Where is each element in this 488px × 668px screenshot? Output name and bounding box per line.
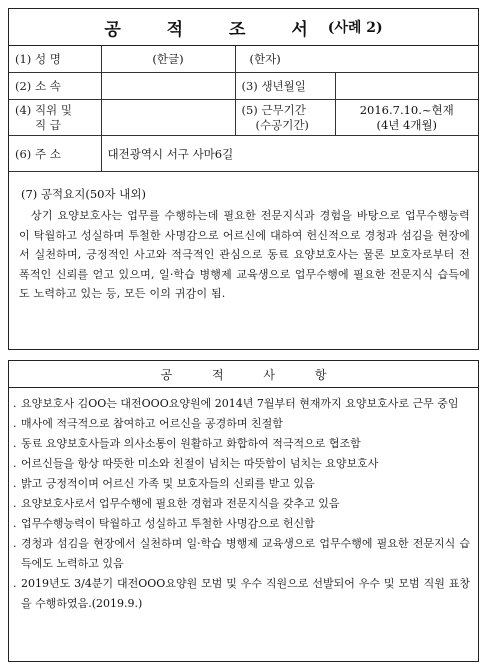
bullet-mark: . (13, 577, 17, 590)
bullet-mark: . (13, 497, 17, 510)
service-period-label-line1: (5) 근무기간 (241, 102, 306, 117)
service-period-label (235, 100, 335, 136)
name-korean-field: (한글) (101, 46, 235, 73)
bullet-mark: . (13, 417, 17, 430)
service-period-value (335, 100, 478, 136)
merit-detail-text: 밝고 긍정적이며 어르신 가족 및 보호자들의 신뢰를 받고 있음 (21, 477, 315, 490)
merit-detail-text: 어르신들을 항상 따뜻한 미소와 친절이 넘치는 따뜻함이 넘치는 요양보호사 (21, 457, 379, 470)
merit-detail-item (13, 434, 470, 454)
service-period-duration: (4년 4개월) (376, 117, 438, 132)
merit-report-form (8, 8, 479, 350)
merit-detail-item (13, 394, 470, 414)
summary-label: (7) 공적요지(50자 내외) (21, 187, 146, 201)
bullet-mark: . (13, 457, 17, 470)
affiliation-row (9, 73, 478, 100)
address-value: 대전광역시 서구 사마6길 (101, 136, 478, 172)
birthdate-value (335, 73, 478, 100)
bullet-mark: . (13, 437, 17, 450)
merit-detail-item (13, 514, 470, 534)
position-value (101, 100, 235, 136)
address-row (9, 136, 478, 172)
birthdate-label: (3) 생년월일 (235, 73, 335, 100)
bullet-mark: . (13, 537, 17, 550)
service-period-dates: 2016.7.10.~현재 (359, 102, 454, 117)
affiliation-value (101, 73, 235, 100)
merit-detail-text: 업무수행능력이 탁월하고 성실하고 투철한 사명감으로 헌신함 (21, 517, 315, 530)
form-title (9, 9, 478, 46)
merit-details-title: 공 적 사 항 (9, 361, 478, 388)
info-table (9, 46, 478, 172)
merit-detail-text: 동료 요양보호사들과 의사소통이 원활하고 화합하여 적극적으로 협조함 (21, 437, 361, 450)
merit-detail-item (13, 574, 470, 614)
merit-detail-text: 매사에 적극적으로 참여하고 어르신을 공경하며 친절함 (21, 417, 283, 430)
name-label: (1) 성 명 (9, 46, 101, 73)
merit-detail-item (13, 474, 470, 494)
merit-detail-item (13, 414, 470, 434)
merit-detail-item (13, 534, 470, 574)
position-label-line1: (4) 직위 및 (15, 102, 72, 117)
bullet-mark: . (13, 477, 17, 490)
merit-detail-text: 요양보호사로서 업무수행에 필요한 경험과 전문지식을 갖추고 있음 (21, 497, 340, 510)
merit-details-section (8, 360, 479, 662)
form-title-main: 공 적 조 서 (104, 19, 328, 40)
service-period-label-line2: (수공기간) (255, 117, 309, 132)
merit-detail-text: 2019년도 3/4분기 대전OOO요양원 모범 및 우수 직원으로 선발되어 우수 및 모범 직원 표창을 수행하였음.(2019.9.) (21, 577, 470, 610)
position-label-line2: 직 급 (35, 117, 61, 132)
summary-text: 상기 요양보호사는 업무를 수행하는데 필요한 전문지식과 경험을 바탕으로 업무수행능력이 탁월하고 성실하며 투철한 사명감으로 어르신에 대하여 헌신적으로 경청과 섬김을 현장에서 실천하며, 긍정적인 사고와 적극적인 관심으로 동료 요양보호사는 물론 보호자로부터 전폭적인 신뢰를 얻고 있으며, 일·학습 병행제 교육생으로 업무수행에 필요한 전문지식 습득에도 노력하고 있는 등, 모든 이의 귀감이 됨. (19, 209, 470, 300)
name-hanja-field: (한자) (235, 46, 478, 73)
position-label (9, 100, 101, 136)
address-label: (6) 주 소 (9, 136, 101, 172)
bullet-mark: . (13, 517, 17, 530)
bullet-mark: . (13, 397, 17, 410)
form-title-sub: (사례 2) (327, 20, 383, 36)
merit-detail-item (13, 494, 470, 514)
merit-details-list (9, 394, 478, 614)
affiliation-label: (2) 소 속 (9, 73, 101, 100)
position-row (9, 100, 478, 136)
name-row (9, 46, 478, 73)
merit-detail-item (13, 454, 470, 474)
merit-detail-text: 경청과 섬김을 현장에서 실천하며 일·학습 병행제 교육생으로 업무수행에 필요한 전문지식 습득에도 노력하고 있음 (21, 537, 470, 570)
merit-detail-text: 요양보호사 김OO는 대전OOO요양원에 2014년 7월부터 현재까지 요양보호사로 근무 중임 (21, 397, 459, 410)
